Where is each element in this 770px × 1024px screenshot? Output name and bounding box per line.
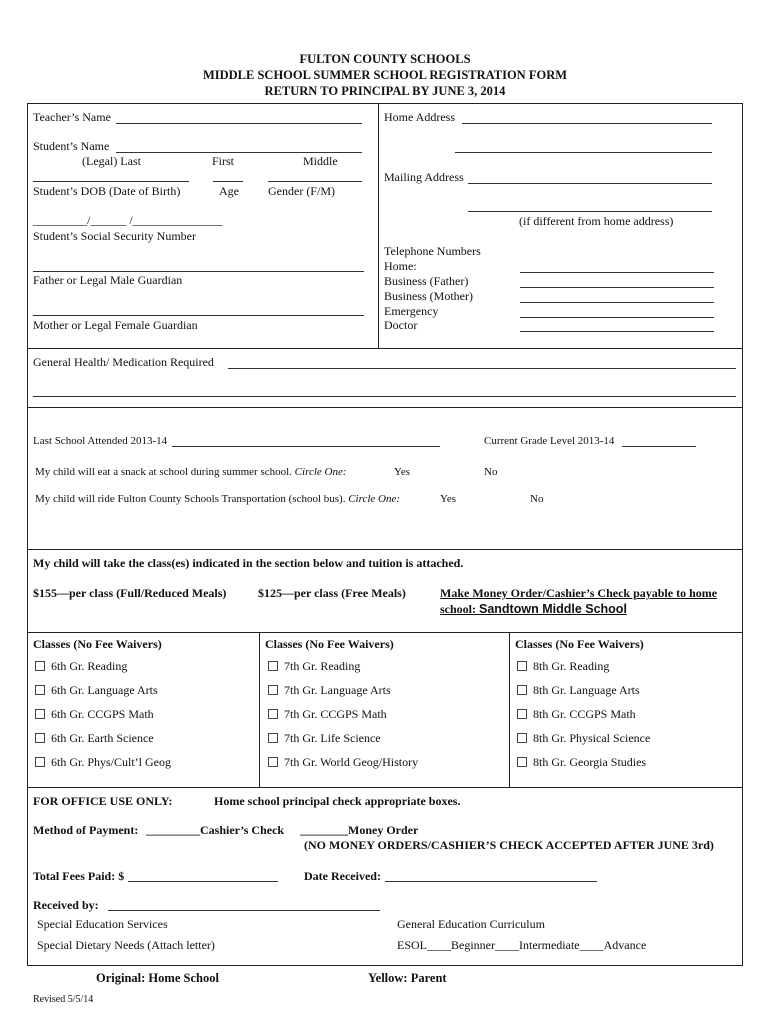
class-7-reading[interactable]: 7th Gr. Reading bbox=[268, 659, 360, 674]
transport-circle-one: Circle One: bbox=[348, 493, 401, 505]
dob-field[interactable] bbox=[33, 181, 189, 182]
checkbox-icon[interactable] bbox=[35, 733, 45, 743]
school-info-section bbox=[27, 407, 743, 550]
class-6-language-arts[interactable]: 6th Gr. Language Arts bbox=[35, 683, 158, 698]
payment-deadline-warning: (NO MONEY ORDERS/CASHIER’S CHECK ACCEPTED AFTER JUNE 3rd) bbox=[304, 838, 714, 852]
checkbox-icon[interactable] bbox=[35, 709, 45, 719]
classes-header-7th: Classes (No Fee Waivers) bbox=[265, 637, 394, 651]
age-field[interactable] bbox=[213, 181, 243, 182]
mailing-address-field[interactable] bbox=[468, 183, 712, 184]
class-6-science[interactable]: 6th Gr. Earth Science bbox=[35, 731, 154, 746]
mailing-address-field-2[interactable] bbox=[468, 211, 712, 212]
office-use-instruction: Home school principal check appropriate boxes. bbox=[214, 794, 461, 808]
mother-field[interactable] bbox=[33, 315, 364, 316]
copy-yellow-note: Yellow: Parent bbox=[368, 971, 447, 985]
first-name-label: First bbox=[212, 154, 235, 168]
checkbox-icon[interactable] bbox=[517, 661, 527, 671]
ssn-field[interactable]: _________/______ /_______________ bbox=[33, 213, 223, 227]
phone-home-field[interactable] bbox=[520, 272, 714, 273]
class-8-reading[interactable]: 8th Gr. Reading bbox=[517, 659, 609, 674]
gender-label: Gender (F/M) bbox=[268, 184, 335, 198]
money-order-option[interactable]: ________Money Order bbox=[300, 823, 419, 837]
office-use-title: FOR OFFICE USE ONLY: bbox=[33, 794, 173, 808]
business-mother-label: Business (Mother) bbox=[384, 289, 473, 303]
classes-header-6th: Classes (No Fee Waivers) bbox=[33, 637, 162, 651]
checkbox-icon[interactable] bbox=[35, 661, 45, 671]
cashiers-check-option[interactable]: _________Cashier’s Check bbox=[146, 823, 285, 837]
transport-no-option[interactable]: No bbox=[530, 493, 544, 505]
class-7-math[interactable]: 7th Gr. CCGPS Math bbox=[268, 707, 387, 722]
special-education-label: Special Education Services bbox=[37, 917, 168, 931]
business-mother-field[interactable] bbox=[520, 302, 714, 303]
form-title: MIDDLE SCHOOL SUMMER SCHOOL REGISTRATION FORM bbox=[202, 68, 568, 82]
received-by-field[interactable] bbox=[108, 910, 380, 911]
middle-name-label: Middle bbox=[303, 154, 338, 168]
checkbox-icon[interactable] bbox=[517, 733, 527, 743]
form-title-district: FULTON COUNTY SCHOOLS bbox=[299, 52, 471, 66]
checkbox-icon[interactable] bbox=[517, 685, 527, 695]
revised-date: Revised 5/5/14 bbox=[33, 994, 94, 1005]
price-full-reduced: $155—per class (Full/Reduced Meals) bbox=[33, 586, 227, 600]
health-field[interactable] bbox=[228, 368, 736, 369]
ssn-label: Student’s Social Security Number bbox=[33, 229, 196, 243]
emergency-field[interactable] bbox=[520, 317, 714, 318]
section-divider bbox=[378, 103, 379, 349]
checkbox-icon[interactable] bbox=[35, 685, 45, 695]
checkbox-icon[interactable] bbox=[35, 757, 45, 767]
legal-last-label: (Legal) Last bbox=[82, 154, 141, 168]
total-fees-label: Total Fees Paid: $ bbox=[33, 869, 125, 883]
date-received-field[interactable] bbox=[385, 881, 597, 882]
snack-yes-option[interactable]: Yes bbox=[394, 466, 411, 478]
dietary-needs-label: Special Dietary Needs (Attach letter) bbox=[37, 938, 215, 952]
business-father-label: Business (Father) bbox=[384, 274, 469, 288]
emergency-label: Emergency bbox=[384, 304, 439, 318]
checkbox-icon[interactable] bbox=[517, 757, 527, 767]
current-grade-label: Current Grade Level 2013-14 bbox=[484, 435, 615, 447]
price-free: $125—per class (Free Meals) bbox=[258, 586, 406, 600]
payable-school: school: Sandtown Middle School bbox=[440, 602, 627, 616]
teacher-name-field[interactable] bbox=[116, 123, 362, 124]
business-father-field[interactable] bbox=[520, 287, 714, 288]
total-fees-field[interactable] bbox=[128, 881, 278, 882]
classes-divider-2 bbox=[509, 632, 510, 788]
snack-no-option[interactable]: No bbox=[484, 466, 498, 478]
class-8-language-arts[interactable]: 8th Gr. Language Arts bbox=[517, 683, 640, 698]
home-address-label: Home Address bbox=[384, 110, 455, 124]
last-school-label: Last School Attended 2013-14 bbox=[33, 435, 168, 447]
class-6-math[interactable]: 6th Gr. CCGPS Math bbox=[35, 707, 154, 722]
age-label: Age bbox=[219, 184, 239, 198]
checkbox-icon[interactable] bbox=[268, 661, 278, 671]
snack-question: My child will eat a snack at school during summer school. Circle One: bbox=[35, 466, 347, 478]
classes-header-8th: Classes (No Fee Waivers) bbox=[515, 637, 644, 651]
telephone-label: Telephone Numbers bbox=[384, 244, 481, 258]
snack-circle-one: Circle One: bbox=[294, 466, 347, 478]
date-received-label: Date Received: bbox=[304, 869, 381, 883]
current-grade-field[interactable] bbox=[622, 446, 696, 447]
class-7-science[interactable]: 7th Gr. Life Science bbox=[268, 731, 381, 746]
class-7-history[interactable]: 7th Gr. World Geog/History bbox=[268, 755, 418, 770]
father-field[interactable] bbox=[33, 271, 364, 272]
class-6-reading[interactable]: 6th Gr. Reading bbox=[35, 659, 127, 674]
general-education-label: General Education Curriculum bbox=[397, 917, 545, 931]
checkbox-icon[interactable] bbox=[268, 685, 278, 695]
home-address-field-2[interactable] bbox=[455, 152, 712, 153]
doctor-field[interactable] bbox=[520, 331, 714, 332]
health-field-2[interactable] bbox=[33, 396, 736, 397]
checkbox-icon[interactable] bbox=[268, 757, 278, 767]
payment-method-label: Method of Payment: bbox=[33, 823, 139, 837]
last-school-field[interactable] bbox=[172, 446, 440, 447]
form-return-deadline: RETURN TO PRINCIPAL BY JUNE 3, 2014 bbox=[264, 84, 506, 98]
class-6-geography[interactable]: 6th Gr. Phys/Cult’l Geog bbox=[35, 755, 171, 770]
transport-question: My child will ride Fulton County Schools Transportation (school bus). Circle One: bbox=[35, 493, 401, 505]
class-7-language-arts[interactable]: 7th Gr. Language Arts bbox=[268, 683, 391, 698]
class-8-science[interactable]: 8th Gr. Physical Science bbox=[517, 731, 650, 746]
health-label: General Health/ Medication Required bbox=[33, 355, 214, 369]
if-different-note: (if different from home address) bbox=[519, 214, 674, 228]
dob-label: Student’s DOB (Date of Birth) bbox=[33, 184, 181, 198]
home-address-field[interactable] bbox=[462, 123, 712, 124]
class-8-georgia-studies[interactable]: 8th Gr. Georgia Studies bbox=[517, 755, 646, 770]
student-name-label: Student’s Name bbox=[33, 139, 110, 153]
classes-divider-1 bbox=[259, 632, 260, 788]
mother-label: Mother or Legal Female Guardian bbox=[33, 318, 198, 332]
tuition-intro: My child will take the class(es) indicated in the section below and tuition is attached. bbox=[33, 556, 464, 570]
teacher-name-label: Teacher’s Name bbox=[33, 110, 111, 124]
transport-yes-option[interactable]: Yes bbox=[440, 493, 457, 505]
payable-note: Make Money Order/Cashier’s Check payable to home bbox=[440, 586, 718, 600]
gender-field[interactable] bbox=[268, 181, 362, 182]
esol-level-field[interactable]: ESOL____Beginner____Intermediate____Advance bbox=[397, 938, 647, 952]
mailing-address-label: Mailing Address bbox=[384, 170, 464, 184]
doctor-label: Doctor bbox=[384, 318, 418, 332]
phone-home-label: Home: bbox=[384, 259, 417, 273]
class-8-math[interactable]: 8th Gr. CCGPS Math bbox=[517, 707, 636, 722]
checkbox-icon[interactable] bbox=[517, 709, 527, 719]
copy-original-note: Original: Home School bbox=[96, 971, 219, 985]
school-name: Sandtown Middle School bbox=[479, 602, 627, 616]
student-name-field[interactable] bbox=[116, 152, 362, 153]
checkbox-icon[interactable] bbox=[268, 709, 278, 719]
checkbox-icon[interactable] bbox=[268, 733, 278, 743]
received-by-label: Received by: bbox=[33, 898, 99, 912]
father-label: Father or Legal Male Guardian bbox=[33, 273, 183, 287]
